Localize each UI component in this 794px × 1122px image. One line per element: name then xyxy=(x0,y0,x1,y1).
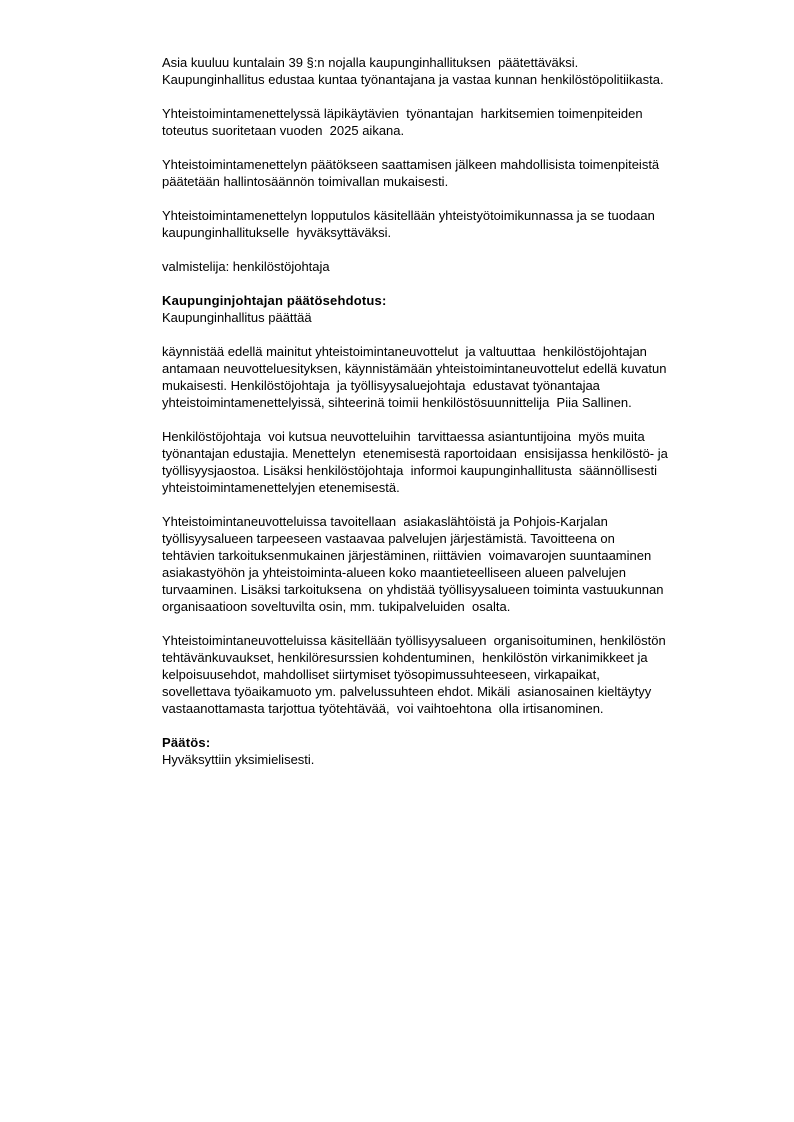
text-line: tehtävänkuvaukset, henkilöresurssien kohdentuminen, henkilöstön virkanimikkeet ja xyxy=(162,650,648,665)
text-line: työnantajan edustajia. Menettelyn etenemisestä raportoidaan ensisijassa henkilöstö- ja xyxy=(162,446,668,461)
text-line: turvaaminen. Lisäksi tarkoituksena on yhdistää työllisyysalueen toiminta vastuukunnan xyxy=(162,582,664,597)
text-line: Yhteistoimintamenettelyssä läpikäytävien työnantajan harkitsemien toimenpiteiden xyxy=(162,106,643,121)
paragraph xyxy=(162,54,762,88)
text-line: toteutus suoritetaan vuoden 2025 aikana. xyxy=(162,123,405,138)
text-line: yhteistoimintamenettelyjen etenemisestä. xyxy=(162,480,400,495)
text-line: Kaupunginhallitus päättää xyxy=(162,310,312,325)
text-line: Yhteistoimintamenettelyn päätökseen saattamisen jälkeen mahdollisista toimenpiteistä xyxy=(162,157,660,172)
text-line: valmistelija: henkilöstöjohtaja xyxy=(162,259,330,274)
text-line: sovellettava työaikamuoto ym. palvelussuhteen ehdot. Mikäli asianosainen kieltäytyy xyxy=(162,684,652,699)
text-line: Henkilöstöjohtaja voi kutsua neuvotteluihin tarvittaessa asiantuntijoina myös muita xyxy=(162,429,645,444)
text-line: Yhteistoimintaneuvotteluissa tavoitellaan asiakaslähtöistä ja Pohjois-Karjalan xyxy=(162,514,608,529)
paragraph xyxy=(162,207,762,241)
text-line: mukaisesti. Henkilöstöjohtaja ja työllisyysaluejohtaja edustavat työnantajaa xyxy=(162,378,600,393)
text-line: Yhteistoimintamenettelyn lopputulos käsitellään yhteistyötoimikunnassa ja se tuodaan xyxy=(162,208,655,223)
text-line: Päätös: xyxy=(162,735,211,750)
paragraph xyxy=(162,343,762,411)
paragraph xyxy=(162,513,762,615)
text-line: organisaatioon soveltuvilta osin, mm. tukipalveluiden osalta. xyxy=(162,599,511,614)
text-line: Asia kuuluu kuntalain 39 §:n nojalla kaupunginhallituksen päätettäväksi. xyxy=(162,55,579,70)
text-line: kelpoisuusehdot, mahdolliset siirtymiset työsopimussuhteeseen, virkapaikat, xyxy=(162,667,600,682)
paragraph xyxy=(162,632,762,717)
paragraph xyxy=(162,309,762,326)
text-line: vastaanottamasta tarjottua työtehtävää, voi vaihtoehtona olla irtisanominen. xyxy=(162,701,604,716)
text-line: kaupunginhallitukselle hyväksyttäväksi. xyxy=(162,225,392,240)
text-line: Kaupunginhallitus edustaa kuntaa työnantajana ja vastaa kunnan henkilöstöpolitiikasta. xyxy=(162,72,664,87)
section-heading xyxy=(162,292,762,309)
text-line: tehtävien tarkoituksenmukainen järjestäminen, riittävien voimavarojen suuntaaminen xyxy=(162,548,652,563)
text-line: työllisyysjaostoa. Lisäksi henkilöstöjohtaja informoi kaupunginhallitusta säännöllisesti xyxy=(162,463,657,478)
text-line: Yhteistoimintaneuvotteluissa käsitellään työllisyysalueen organisoituminen, henkilöstön xyxy=(162,633,666,648)
text-line: antamaan neuvotteluesityksen, käynnistämään yhteistoimintaneuvottelut edellä kuvatun xyxy=(162,361,667,376)
paragraph xyxy=(162,156,762,190)
text-line: Kaupunginjohtajan päätösehdotus: xyxy=(162,293,387,308)
paragraph xyxy=(162,751,762,768)
section-heading xyxy=(162,734,762,751)
document-body xyxy=(162,54,762,768)
text-line: työllisyysalueen tarpeeseen vastaavaa palvelujen järjestämistä. Tavoitteena on xyxy=(162,531,615,546)
paragraph xyxy=(162,258,762,275)
text-line: käynnistää edellä mainitut yhteistoimintaneuvottelut ja valtuuttaa henkilöstöjohtajan xyxy=(162,344,647,359)
paragraph xyxy=(162,105,762,139)
paragraph xyxy=(162,428,762,496)
text-line: Hyväksyttiin yksimielisesti. xyxy=(162,752,315,767)
text-line: asiakastyöhön ja yhteistoiminta-alueen koko maantieteelliseen alueen palvelujen xyxy=(162,565,626,580)
text-line: päätetään hallintosäännön toimivallan mukaisesti. xyxy=(162,174,449,189)
text-line: yhteistoimintamenettelyissä, sihteerinä toimii henkilöstösuunnittelija Piia Sallinen. xyxy=(162,395,632,410)
